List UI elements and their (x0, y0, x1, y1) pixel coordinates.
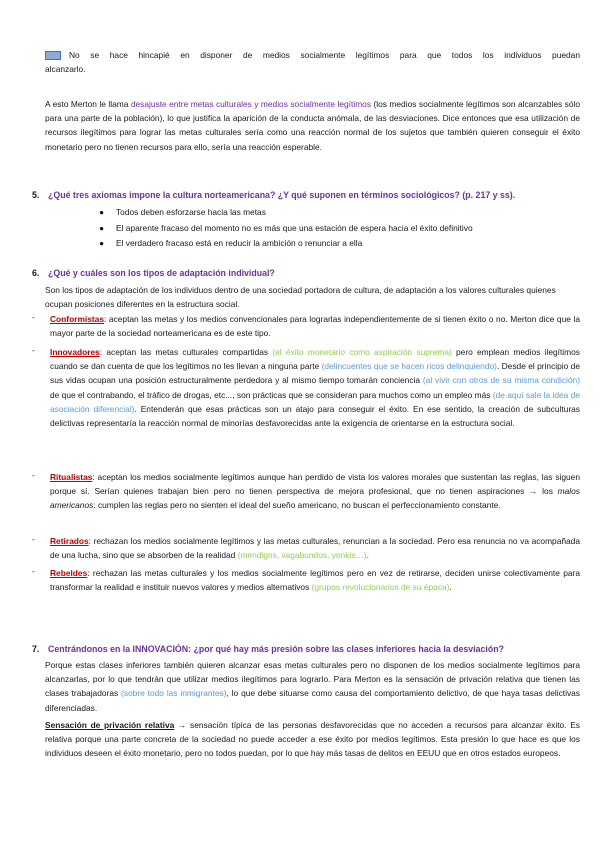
merton-highlight: desajuste entre metas culturales y medios socialmente legítimos (130, 99, 372, 109)
intro-paragraph (45, 48, 580, 76)
dash-marker: - (32, 470, 35, 480)
q6-retirados: Retirados: rechazan los medios socialmente legítimos y las metas culturales, renuncian a la sociedad. Pero esa renuncia no va acompañada de una lucha, sino que se absorben de la realidad (mendigos, vagabundos, yonkis…). (50, 536, 580, 561)
merton-paragraph: A esto Merton le llama desajuste entre metas culturales y medios socialmente legítimos (los medios socialmente legítimos son alcanzables sólo para una parte de la población), lo que justifica la aparición de la conducta anómala, de las desviaciones. Dice entonces que esa utilización de recursos ilegítimos para lograr las metas culturales sería como una reacción normal de los sujetos que también quieren conseguir el éxito monetario pero no tienen recursos para ello, sería una reacción esperable. (45, 99, 580, 152)
q6-innovadores: Innovadores: aceptan las metas culturales compartidas (el éxito monetario como aspiración suprema) pero emplean medios ilegítimos cuando se dan cuenta de que los legítimos no les llevan a ninguna parte (delincuentes que se hacen ricos delinquiendo). Desde el principio de sus vidas ocupan una posición estructuralmente perdedora y al mismo tiempo tomarán conciencia (al vivir con otros de su misma condición) de que el contrabando, el tráfico de drogas, etc..., son prácticas que se consideran para muchos como un empleo más (de aquí sale la idea de asociación diferencial). Entenderán que esas prácticas son un atajo para conseguir el éxito. En ese sentido, la creación de subculturas delictivas representaría la reacción normal de minorías desfavorecidas ante la exigencia de orientarse en la estructura social. (50, 347, 580, 429)
question-6-heading: 6. ¿Qué y cuáles son los tipos de adaptación individual? (32, 268, 275, 278)
dash-marker: - (32, 534, 35, 544)
list-item: ● El verdadero fracaso está en reducir la ambición o renunciar a ella (99, 238, 363, 248)
intro-line-1: No se hace hincapié en disponer de medios socialmente legítimos para que todos los individuos puedan (45, 48, 580, 62)
list-item: ● Todos deben esforzarse hacia las metas (99, 207, 266, 217)
q6-conformistas: Conformistas: aceptan las metas y los medios convencionales para lograrlas independientemente de si tienen éxito o no. Merton dice que la mayor parte de la sociedad norteamericana es de este tipo. (50, 314, 580, 339)
question-7-heading: 7. Centrándonos en la INNOVACIÓN: ¿por qué hay más presión sobre las clases inferiores hacia la desviación? (32, 644, 504, 654)
q7-paragraph-1: Porque estas clases inferiores también quieren alcanzar esas metas culturales pero no disponen de los medios socialmente legítimos para alcanzarlas, por lo que tendrán que utilizar medios ilegítimos para lograrlo. Para Merton es la sensación de privación relativa que tienen las clases trabajadoras (sobre todo las inmigrantes), lo que debe situarse como causa del comportamiento delictivo, de que haya tasas delictivas diferenciadas. (45, 660, 580, 713)
dash-marker: - (32, 566, 35, 576)
q6-ritualistas: Ritualistas: aceptan los medios socialmente legítimos aunque han perdido de vista los valores morales que sustentan las reglas, las siguen porque sí. Serían quienes trabajan bien pero no tienen perspectiva de mejora profesional, que no tienen aspiraciones → los malos americanos: cumplen las reglas pero no sienten el ideal del sueño americano, no buscan el perfeccionamiento constante. (50, 472, 580, 511)
intro-line-2: alcanzarlo. (45, 64, 86, 75)
dash-marker: - (32, 312, 35, 322)
q5-bullet-list (99, 205, 473, 252)
q6-intro: Son los tipos de adaptación de los individuos dentro de una sociedad portadora de cultura, de adaptación a los valores culturales quienes ocupan posiciones diferentes en la estructura social. (45, 285, 556, 310)
image-placeholder-icon (45, 51, 61, 60)
q6-rebeldes: Rebeldes: rechazan las metas culturales y los medios socialmente legítimos pero en vez de retirarse, deciden unirse colectivamente para transformar la realidad e instituir nuevos valores y medios alternativos (grupos revolucionarios de su época). (50, 568, 580, 593)
dash-marker: - (32, 345, 35, 355)
q7-paragraph-2: Sensación de privación relativa → sensación típica de las personas desfavorecidas que no acceden a recursos para alcanzar éxito. Es relativa porque una parte concreta de la sociedad no puede acceder a ese éxito por medios legítimos. Esta presión lo que hace es que los individuos deseen el éxito monetario, pero no todos puedan, por lo que hay más tasas de delitos en EEUU que en otros estados europeos. (45, 720, 580, 759)
question-5-heading: 5. ¿Qué tres axiomas impone la cultura norteamericana? ¿Y qué suponen en términos sociológicos? (p. 217 y ss). (32, 190, 516, 200)
list-item: ● El aparente fracaso del momento no es más que una estación de espera hacia el éxito definitivo (99, 222, 473, 233)
